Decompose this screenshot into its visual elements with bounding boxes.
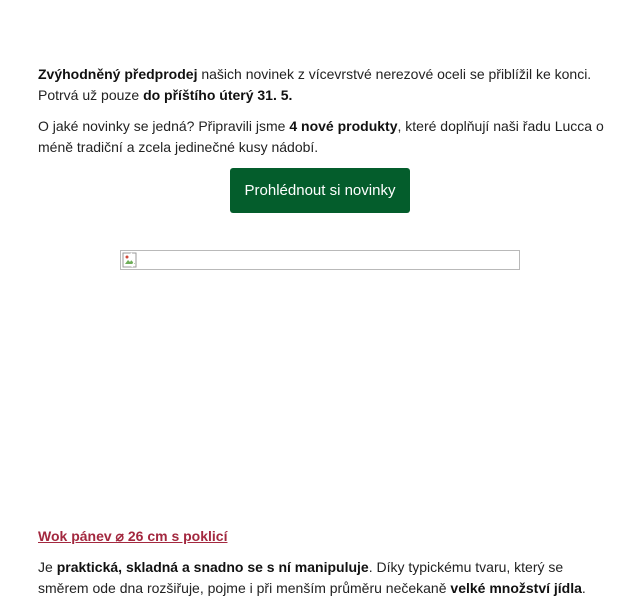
view-novelties-button[interactable]: Prohlédnout si novinky — [230, 168, 410, 213]
intro-bold-deadline: do příštího úterý 31. 5. — [143, 87, 293, 103]
product-description — [38, 557, 608, 599]
intro-text: našich novinek z vícevrstvé nerezové oceli se přiblížil ke konci. Potrvá už pouze — [38, 66, 592, 103]
intro-bold-presale: Zvýhodněný předprodej — [38, 66, 198, 82]
details-bold-products: 4 nové produkty — [289, 118, 398, 134]
product-desc-bold-1: praktická, skladná a snadno se s ní manipuluje — [56, 559, 369, 575]
product-desc-bold-2: velké množství jídla — [450, 580, 582, 596]
product-image-placeholder[interactable] — [120, 250, 520, 270]
broken-image-icon — [122, 252, 138, 268]
details-paragraph — [38, 116, 608, 158]
product-desc-text: Je — [38, 559, 57, 575]
details-text: O jaké novinky se jedná? Připravili jsme — [38, 118, 290, 134]
product-desc-text-2: . Díky typickému tvaru, který se směrem ode dna rozšiřuje, pojme i při menším průměru nečekaně — [38, 559, 564, 596]
intro-paragraph — [38, 64, 608, 106]
details-text-2: , které doplňují naši řadu Lucca o méně tradiční a zcela jedinečné kusy nádobí. — [38, 118, 604, 155]
product-desc-text-3: . — [581, 580, 586, 596]
product-title-link[interactable]: Wok pánev ⌀ 26 cm s poklicí — [38, 528, 228, 544]
